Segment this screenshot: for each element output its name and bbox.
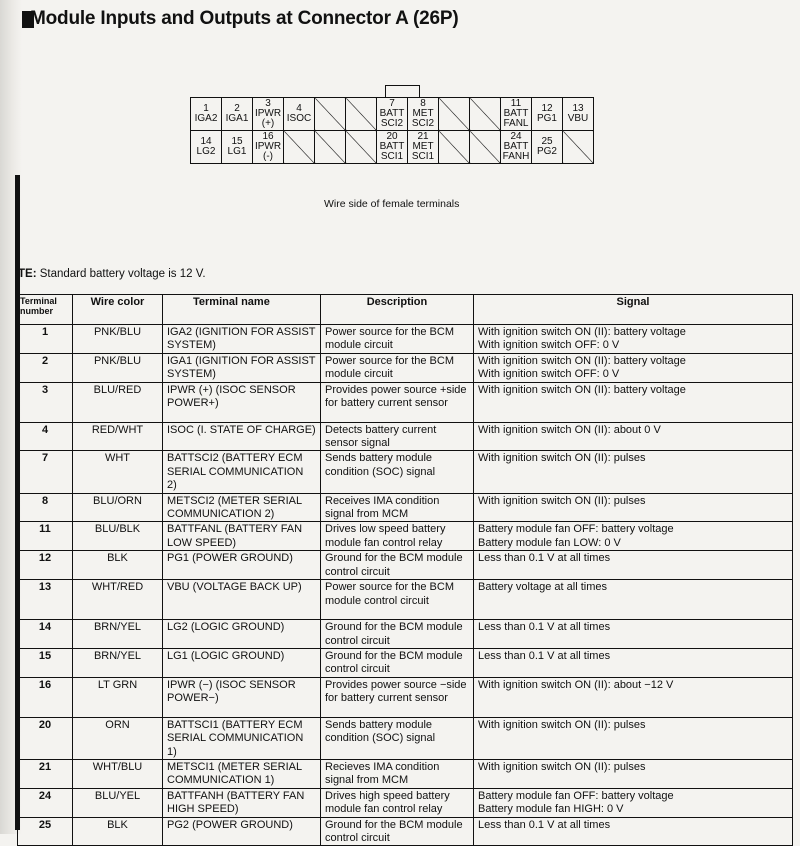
terminal-name-cell: VBU (VOLTAGE BACK UP) xyxy=(163,580,321,620)
terminal-number-cell: 13 xyxy=(18,580,73,620)
terminal-number-cell: 7 xyxy=(18,451,73,493)
table-row xyxy=(18,759,793,788)
signal-cell: With ignition switch ON (II): pulses xyxy=(474,759,793,788)
pin-number: 3 xyxy=(265,98,271,109)
connector-empty-cavity xyxy=(439,131,470,164)
pin-label: VBU xyxy=(567,113,589,124)
note-text: Standard battery voltage is 12 V. xyxy=(39,268,206,280)
description-cell: Provides power source +side for battery current sensor xyxy=(321,382,474,422)
wire-color-cell: ORN xyxy=(73,717,163,759)
wire-color-cell: LT GRN xyxy=(73,677,163,717)
description-cell: Provides power source −side for battery current sensor xyxy=(321,677,474,717)
wire-color-cell: WHT xyxy=(73,451,163,493)
connector-empty-cavity xyxy=(470,131,501,164)
header-terminal-number: Terminal number xyxy=(18,295,73,325)
signal-cell: Less than 0.1 V at all times xyxy=(474,648,793,677)
terminal-number-cell: 11 xyxy=(18,522,73,551)
table-row xyxy=(18,817,793,846)
terminal-number-cell: 25 xyxy=(18,817,73,846)
terminal-name-cell: METSCI1 (METER SERIAL COMMUNICATION 1) xyxy=(163,759,321,788)
connector-pin xyxy=(222,131,253,164)
connector-empty-cavity xyxy=(346,131,377,164)
signal-cell: Less than 0.1 V at all times xyxy=(474,551,793,580)
pin-number: 11 xyxy=(510,98,522,109)
terminal-number-cell: 14 xyxy=(18,620,73,649)
connector-empty-cavity xyxy=(346,98,377,131)
terminal-number-cell: 15 xyxy=(18,648,73,677)
signal-cell: With ignition switch ON (II): pulses xyxy=(474,717,793,759)
table-row xyxy=(18,648,793,677)
signal-cell: With ignition switch ON (II): pulses xyxy=(474,451,793,493)
signal-cell: Less than 0.1 V at all times xyxy=(474,620,793,649)
wire-color-cell: WHT/RED xyxy=(73,580,163,620)
connector-pin xyxy=(191,98,222,131)
description-cell: Ground for the BCM module control circuit xyxy=(321,817,474,846)
connector-pin xyxy=(408,98,439,131)
wire-color-cell: RED/WHT xyxy=(73,422,163,451)
table-row xyxy=(18,551,793,580)
terminal-number-cell: 24 xyxy=(18,788,73,817)
description-cell: Recieves IMA condition signal from MCM xyxy=(321,759,474,788)
pin-label: PG1 xyxy=(536,113,557,124)
signal-cell: Battery module fan OFF: battery voltage Battery module fan HIGH: 0 V xyxy=(474,788,793,817)
table-row xyxy=(18,580,793,620)
signal-cell: Less than 0.1 V at all times xyxy=(474,817,793,846)
description-cell: Drives low speed battery module fan control relay xyxy=(321,522,474,551)
connector-empty-cavity xyxy=(439,98,470,131)
description-cell: Detects battery current sensor signal xyxy=(321,422,474,451)
pin-number: 16 xyxy=(262,131,274,142)
terminal-number-cell: 4 xyxy=(18,422,73,451)
wire-color-cell: BLU/YEL xyxy=(73,788,163,817)
connector-pin xyxy=(563,98,594,131)
wire-color-cell: WHT/BLU xyxy=(73,759,163,788)
description-cell: Power source for the BCM module circuit xyxy=(321,353,474,382)
description-cell: Ground for the BCM module control circuit xyxy=(321,648,474,677)
note-label: TE: xyxy=(18,268,37,280)
connector-grid xyxy=(190,97,594,164)
terminal-number-cell: 3 xyxy=(18,382,73,422)
pin-label: PG2 xyxy=(536,146,557,157)
pin-label: MET SCI2 xyxy=(411,108,435,129)
pin-number: 2 xyxy=(234,103,240,114)
terminal-number-cell: 20 xyxy=(18,717,73,759)
description-cell: Ground for the BCM module control circuit xyxy=(321,551,474,580)
terminal-number-cell: 12 xyxy=(18,551,73,580)
wire-color-cell: PNK/BLU xyxy=(73,325,163,354)
note-line xyxy=(18,268,206,280)
pin-label: BATT SCI1 xyxy=(379,141,405,162)
signal-cell: With ignition switch ON (II): battery voltage With ignition switch OFF: 0 V xyxy=(474,353,793,382)
connector-empty-cavity xyxy=(563,131,594,164)
terminal-table xyxy=(17,294,793,846)
header-description: Description xyxy=(321,295,474,325)
terminal-name-cell: IPWR (−) (ISOC SENSOR POWER−) xyxy=(163,677,321,717)
terminal-name-cell: BATTSCI2 (BATTERY ECM SERIAL COMMUNICATION 2) xyxy=(163,451,321,493)
pin-number: 25 xyxy=(541,136,553,147)
connector-pin xyxy=(284,98,315,131)
table-row xyxy=(18,717,793,759)
page-title: Module Inputs and Outputs at Connector A (26P) xyxy=(30,8,459,29)
signal-cell: With ignition switch ON (II): pulses xyxy=(474,493,793,522)
wire-side-caption: Wire side of female terminals xyxy=(324,198,460,210)
pin-label: BATT FANL xyxy=(503,108,529,129)
table-header-row xyxy=(18,295,793,325)
wire-color-cell: BLK xyxy=(73,551,163,580)
terminal-number-cell: 8 xyxy=(18,493,73,522)
wire-color-cell: BLU/ORN xyxy=(73,493,163,522)
signal-cell: With ignition switch ON (II): battery voltage With ignition switch OFF: 0 V xyxy=(474,325,793,354)
terminal-number-cell: 21 xyxy=(18,759,73,788)
signal-cell: With ignition switch ON (II): about −12 V xyxy=(474,677,793,717)
connector-pin xyxy=(408,131,439,164)
description-cell: Power source for the BCM module circuit xyxy=(321,325,474,354)
description-cell: Ground for the BCM module control circuit xyxy=(321,620,474,649)
connector-pin xyxy=(532,131,563,164)
header-wire-color: Wire color xyxy=(73,295,163,325)
description-cell: Receives IMA condition signal from MCM xyxy=(321,493,474,522)
signal-cell: With ignition switch ON (II): battery voltage xyxy=(474,382,793,422)
pin-number: 4 xyxy=(296,103,302,114)
terminal-name-cell: LG2 (LOGIC GROUND) xyxy=(163,620,321,649)
wire-color-cell: BLU/RED xyxy=(73,382,163,422)
pin-number: 24 xyxy=(510,131,522,142)
connector-pin xyxy=(501,98,532,131)
pin-number: 12 xyxy=(541,103,553,114)
signal-cell: Battery voltage at all times xyxy=(474,580,793,620)
table-row xyxy=(18,451,793,493)
connector-pin xyxy=(191,131,222,164)
pin-label: IPWR (+) xyxy=(254,108,282,129)
connector-row-top xyxy=(191,98,594,131)
table-row xyxy=(18,620,793,649)
description-cell: Sends battery module condition (SOC) signal xyxy=(321,451,474,493)
terminal-number-cell: 2 xyxy=(18,353,73,382)
terminal-name-cell: BATTFANL (BATTERY FAN LOW SPEED) xyxy=(163,522,321,551)
connector-row-bottom xyxy=(191,131,594,164)
connector-pin xyxy=(532,98,563,131)
connector-pin xyxy=(253,131,284,164)
pin-label: IGA2 xyxy=(194,113,218,124)
terminal-name-cell: PG1 (POWER GROUND) xyxy=(163,551,321,580)
wire-color-cell: BLK xyxy=(73,817,163,846)
connector-diagram xyxy=(190,85,612,164)
terminal-name-cell: BATTSCI1 (BATTERY ECM SERIAL COMMUNICATION 1) xyxy=(163,717,321,759)
terminal-name-cell: PG2 (POWER GROUND) xyxy=(163,817,321,846)
pin-label: LG1 xyxy=(227,146,247,157)
pin-label: LG2 xyxy=(196,146,216,157)
pin-label: BATT FANH xyxy=(502,141,530,162)
terminal-name-cell: ISOC (I. STATE OF CHARGE) xyxy=(163,422,321,451)
connector-pin xyxy=(377,98,408,131)
terminal-table-wrap xyxy=(17,294,793,846)
table-row xyxy=(18,677,793,717)
signal-cell: With ignition switch ON (II): about 0 V xyxy=(474,422,793,451)
pin-number: 7 xyxy=(389,98,395,109)
terminal-name-cell: IPWR (+) (ISOC SENSOR POWER+) xyxy=(163,382,321,422)
connector-empty-cavity xyxy=(315,98,346,131)
wire-color-cell: BLU/BLK xyxy=(73,522,163,551)
wire-color-cell: BRN/YEL xyxy=(73,648,163,677)
table-row xyxy=(18,382,793,422)
connector-empty-cavity xyxy=(315,131,346,164)
table-row xyxy=(18,325,793,354)
connector-empty-cavity xyxy=(284,131,315,164)
table-row xyxy=(18,522,793,551)
header-signal: Signal xyxy=(474,295,793,325)
pin-label: IPWR (-) xyxy=(254,141,282,162)
pin-number: 14 xyxy=(200,136,212,147)
connector-pin xyxy=(377,131,408,164)
connector-pin xyxy=(222,98,253,131)
pin-label: ISOC xyxy=(286,113,312,124)
terminal-number-cell: 16 xyxy=(18,677,73,717)
terminal-name-cell: BATTFANH (BATTERY FAN HIGH SPEED) xyxy=(163,788,321,817)
terminal-number-cell: 1 xyxy=(18,325,73,354)
wire-color-cell: BRN/YEL xyxy=(73,620,163,649)
pin-number: 20 xyxy=(386,131,398,142)
terminal-name-cell: METSCI2 (METER SERIAL COMMUNICATION 2) xyxy=(163,493,321,522)
terminal-table-body xyxy=(18,325,793,846)
wire-color-cell: PNK/BLU xyxy=(73,353,163,382)
pin-number: 1 xyxy=(203,103,209,114)
connector-empty-cavity xyxy=(470,98,501,131)
description-cell: Sends battery module condition (SOC) signal xyxy=(321,717,474,759)
connector-pin xyxy=(501,131,532,164)
pin-label: IGA1 xyxy=(225,113,249,124)
signal-cell: Battery module fan OFF: battery voltage Battery module fan LOW: 0 V xyxy=(474,522,793,551)
pin-number: 15 xyxy=(231,136,243,147)
terminal-name-cell: IGA1 (IGNITION FOR ASSIST SYSTEM) xyxy=(163,353,321,382)
table-row xyxy=(18,493,793,522)
description-cell: Power source for the BCM module control circuit xyxy=(321,580,474,620)
pin-number: 13 xyxy=(572,103,584,114)
pin-number: 8 xyxy=(420,98,426,109)
table-row xyxy=(18,422,793,451)
pin-label: BATT SCI2 xyxy=(379,108,405,129)
table-row xyxy=(18,353,793,382)
pin-label: MET SCI1 xyxy=(411,141,435,162)
terminal-name-cell: IGA2 (IGNITION FOR ASSIST SYSTEM) xyxy=(163,325,321,354)
connector-pin xyxy=(253,98,284,131)
pin-number: 21 xyxy=(417,131,429,142)
terminal-name-cell: LG1 (LOGIC GROUND) xyxy=(163,648,321,677)
description-cell: Drives high speed battery module fan control relay xyxy=(321,788,474,817)
header-terminal-name: Terminal name xyxy=(163,295,321,325)
table-row xyxy=(18,788,793,817)
